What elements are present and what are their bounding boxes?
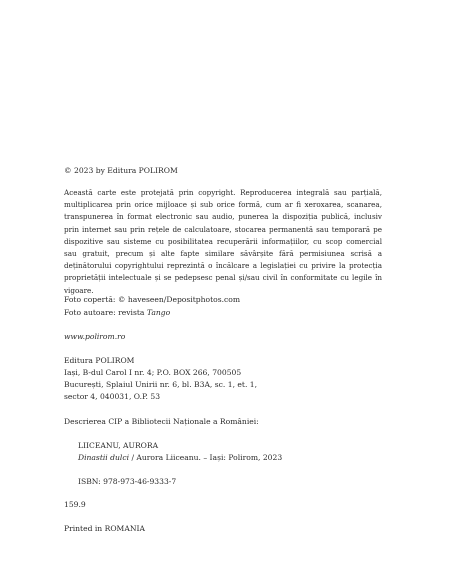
publisher-name: Editura POLIROM <box>64 356 135 365</box>
author-photo-credit <box>64 307 170 319</box>
cover-photo-credit: Foto copertă: © haveseen/Depositphotos.com <box>64 295 241 304</box>
classification-code: 159.9 <box>64 500 86 509</box>
cip-title-line <box>78 452 282 464</box>
publisher-address-line: sector 4, 040031, O.P. 53 <box>64 392 161 401</box>
publisher-website: www.polirom.ro <box>64 332 126 341</box>
cip-isbn: ISBN: 978-973-46-9333-7 <box>78 477 177 486</box>
publisher-address-line: Iași, B-dul Carol I nr. 4; P.O. BOX 266, 700505 <box>64 368 242 377</box>
publisher-info <box>64 355 257 403</box>
author-photo-credit-prefix: Foto autoare: revista <box>64 308 147 317</box>
cip-heading: Descrierea CIP a Bibliotecii Naționale a României: <box>64 417 259 426</box>
legal-notice: Această carte este protejată prin copyright. Reproducerea integrală sau parțială, multiplicarea prin orice mijloace și sub orice formă, cum ar fi xeroxarea, scanarea, transpunerea în format electronic sau audio, punerea la dispoziția publică, inclusiv prin internet sau prin rețele de calculatoare, stocarea permanentă sau temporară pe dispozitive sau sisteme cu posibilitatea recuperării informațiilor, cu scop comercial sau gratuit, precum și alte fapte similare săvârșite fără permisiunea scrisă a deținătorului copyrightului reprezintă o încălcare a legislației cu privire la protecția proprietății intelectuale și se pedepsesc penal și/sau civil în conformitate cu legile în vigoare. <box>64 188 382 295</box>
copyright-page <box>64 0 392 584</box>
publisher-address-line: București, Splaiul Unirii nr. 6, bl. B3A, sc. 1, et. 1, <box>64 380 258 389</box>
printed-in: Printed in ROMANIA <box>64 524 145 533</box>
cip-book-details: / Aurora Liiceanu. – Iași: Polirom, 2023 <box>129 453 283 462</box>
copyright-line: © 2023 by Editura POLIROM <box>64 166 178 175</box>
author-photo-credit-source: Tango <box>146 308 171 317</box>
cip-author: LIICEANU, AURORA <box>78 441 159 450</box>
cip-book-title: Dinastii dulci <box>78 453 130 462</box>
